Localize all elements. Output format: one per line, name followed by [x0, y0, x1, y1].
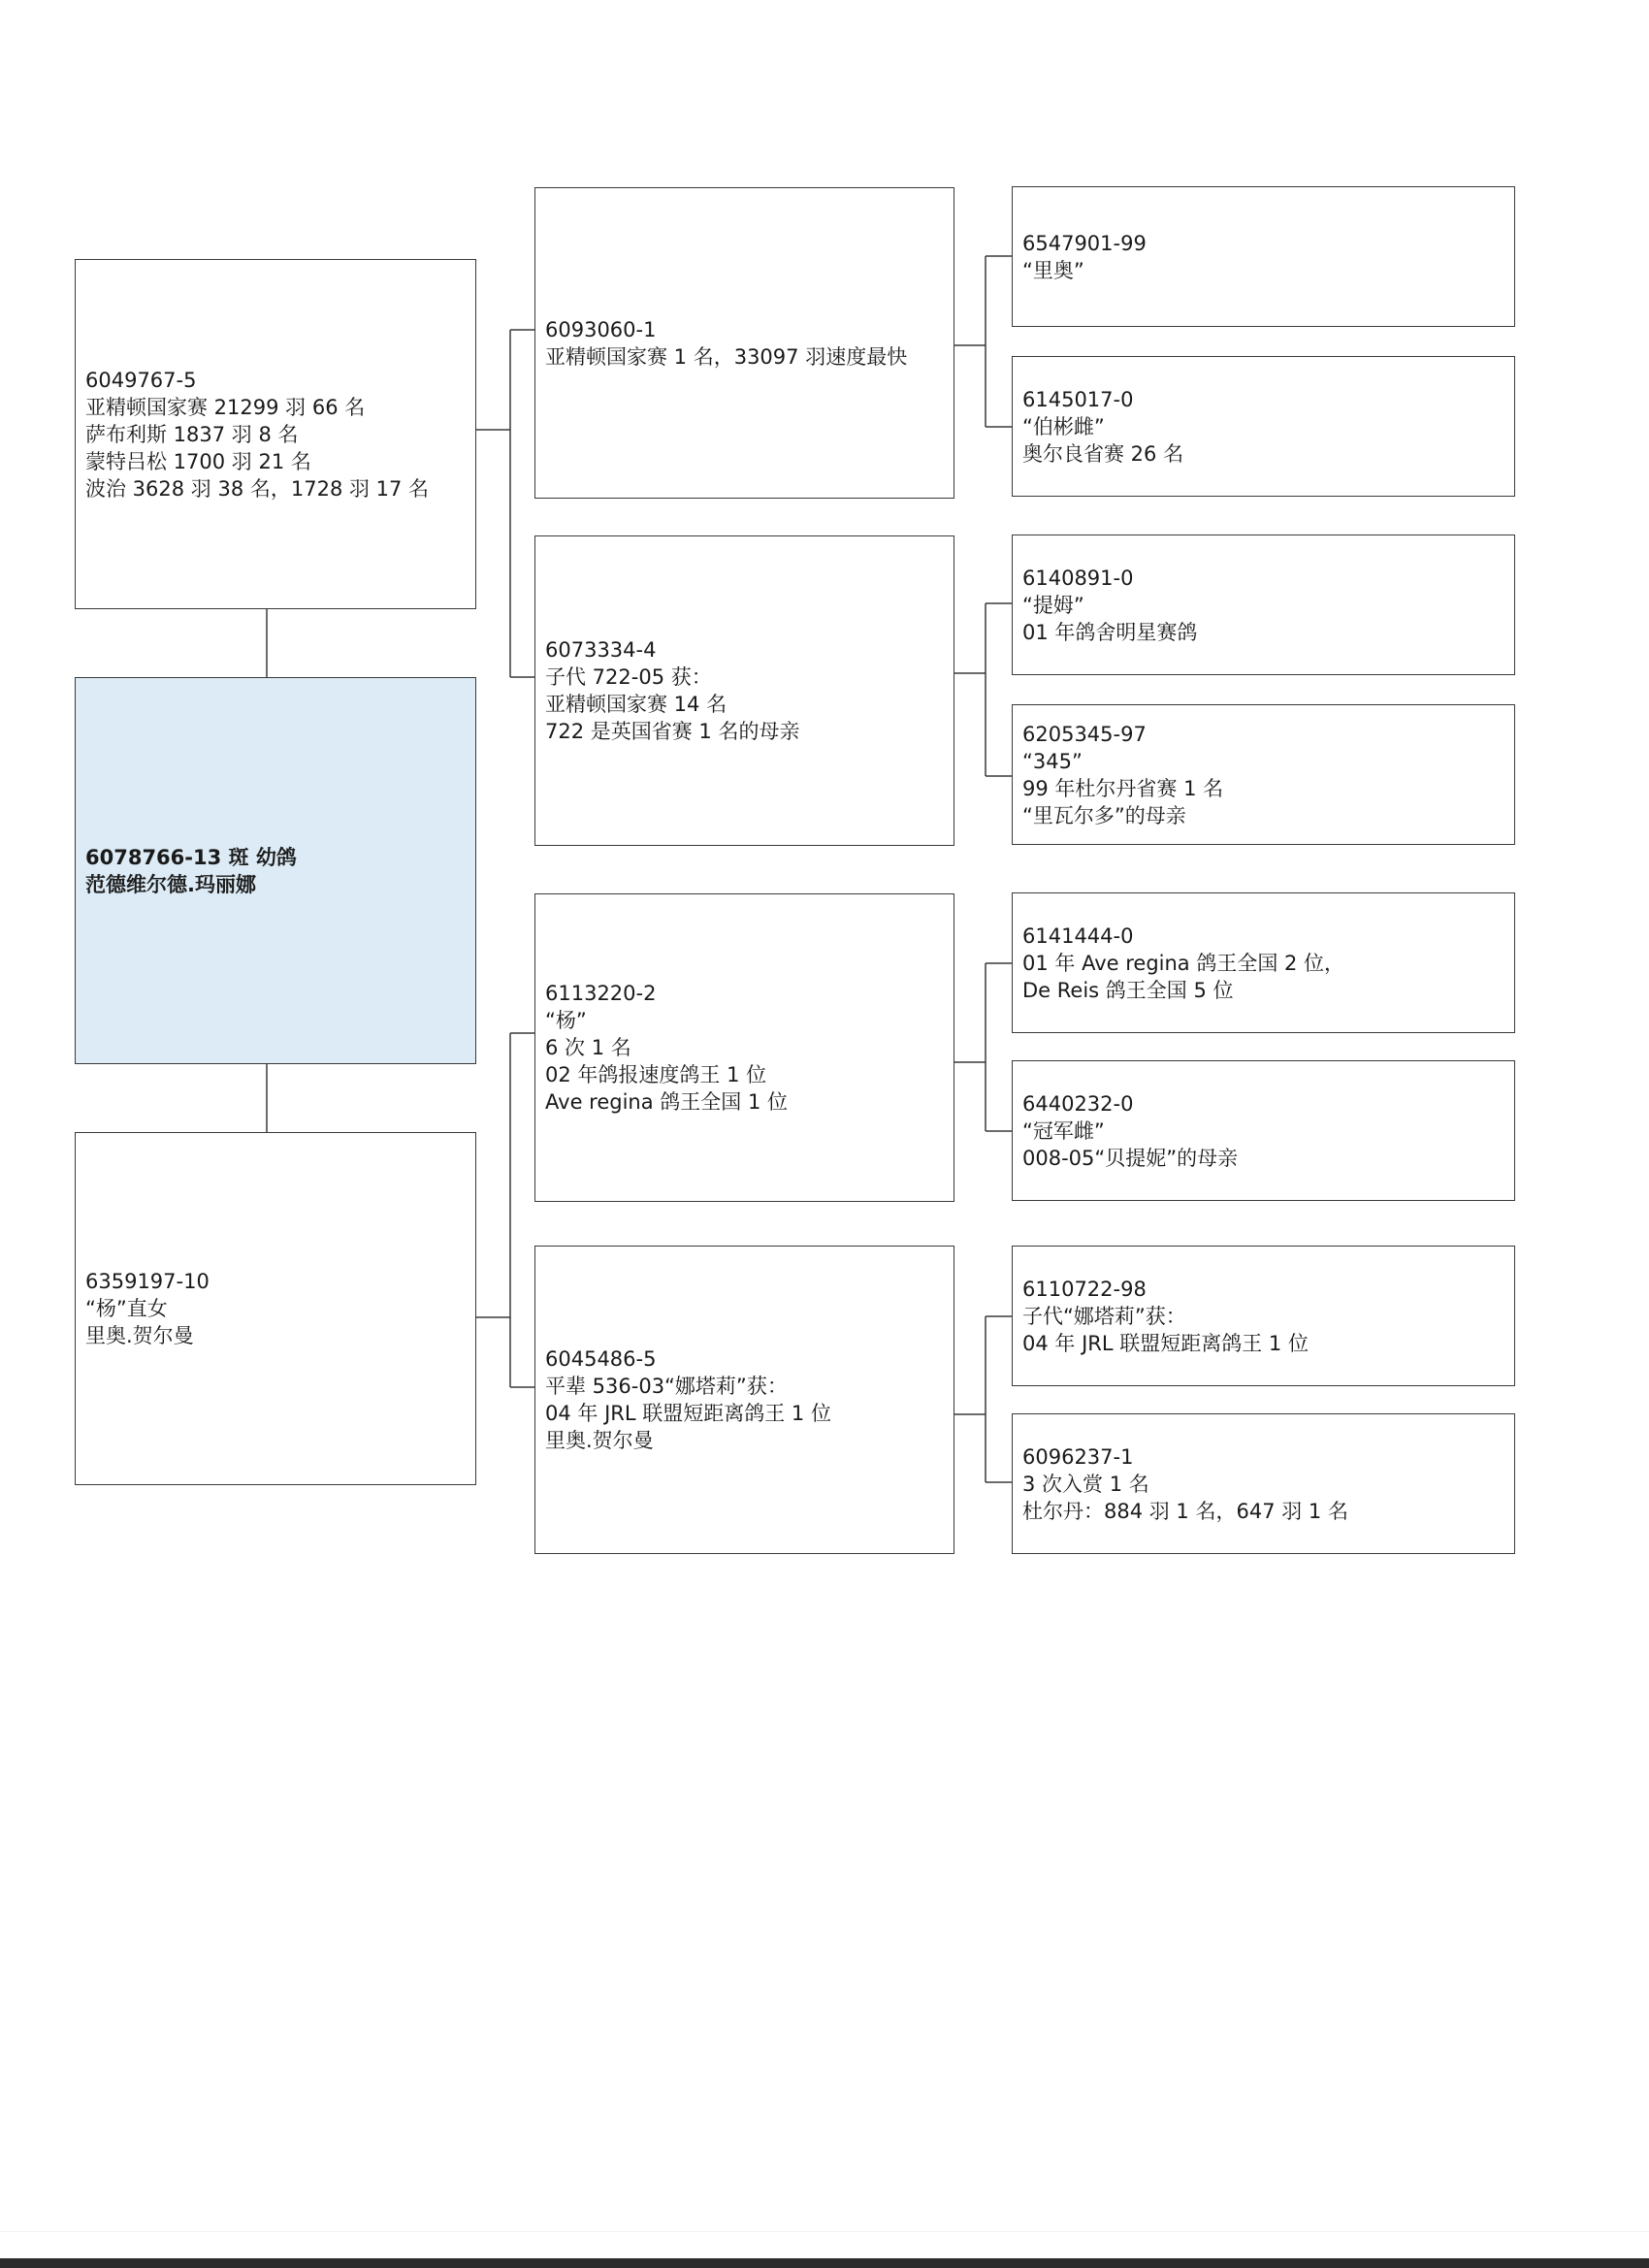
scan-edge-bar — [0, 2258, 1649, 2268]
pedigree-note: “里瓦尔多”的母亲 — [1022, 803, 1186, 827]
ddd-box — [1012, 1413, 1515, 1554]
pedigree-note: 子代“娜塔莉”获： — [1022, 1304, 1186, 1328]
ring-number: 6140891-0 — [1022, 566, 1134, 590]
ssd-box — [1012, 356, 1515, 497]
pedigree-note: 3 次入赏 1 名 — [1022, 1472, 1149, 1496]
pedigree-note: “345” — [1022, 749, 1083, 773]
pedigree-note: 杜尔丹：884 羽 1 名，647 羽 1 名 — [1022, 1499, 1348, 1523]
ring-number: 6078766-13 斑 幼鸽 — [85, 845, 297, 869]
sds-box — [1012, 535, 1515, 675]
ring-number: 6141444-0 — [1022, 923, 1134, 948]
pedigree-note: 99 年杜尔丹省赛 1 名 — [1022, 776, 1224, 800]
pedigree-note: “伯彬雌” — [1022, 414, 1105, 438]
pedigree-note: 蒙特吕松 1700 羽 21 名 — [85, 449, 311, 473]
sire-sire-box — [534, 187, 954, 499]
sdd-box — [1012, 704, 1515, 845]
pedigree-note: 范德维尔德.玛丽娜 — [85, 872, 256, 896]
pedigree-note: 04 年 JRL 联盟短距离鸽王 1 位 — [1022, 1331, 1309, 1355]
dsd-box — [1012, 1060, 1515, 1201]
pedigree-note: 04 年 JRL 联盟短距离鸽王 1 位 — [545, 1402, 831, 1425]
dss-box — [1012, 892, 1515, 1033]
ring-number: 6113220-2 — [545, 982, 657, 1005]
pedigree-note: “杨” — [545, 1009, 587, 1032]
pedigree-note: “里奥” — [1022, 258, 1084, 282]
sire-box — [75, 259, 476, 609]
dam-dam-box — [534, 1246, 954, 1554]
ring-number: 6093060-1 — [545, 317, 657, 341]
dds-box — [1012, 1246, 1515, 1386]
ring-number: 6096237-1 — [1022, 1444, 1134, 1469]
pedigree-note: 里奥.贺尔曼 — [85, 1324, 194, 1347]
pedigree-note: Ave regina 鸽王全国 1 位 — [545, 1090, 788, 1114]
ring-number: 6205345-97 — [1022, 722, 1147, 746]
pedigree-note: 萨布利斯 1837 羽 8 名 — [85, 422, 299, 446]
pedigree-note: 里奥.贺尔曼 — [545, 1429, 654, 1452]
ring-number: 6145017-0 — [1022, 387, 1134, 411]
subject-bird-box — [75, 677, 476, 1064]
ring-number: 6073334-4 — [545, 638, 657, 662]
sss-box — [1012, 186, 1515, 327]
pedigree-note: “杨”直女 — [85, 1297, 168, 1320]
pedigree-note: 亚精顿国家赛 1 名，33097 羽速度最快 — [545, 344, 908, 369]
pedigree-note: 亚精顿国家赛 14 名 — [545, 693, 728, 716]
pedigree-note: 奥尔良省赛 26 名 — [1022, 441, 1184, 466]
ring-number: 6049767-5 — [85, 368, 197, 392]
ring-number: 6045486-5 — [545, 1347, 657, 1371]
pedigree-note: “冠军雌” — [1022, 1118, 1105, 1143]
pedigree-note: 6 次 1 名 — [545, 1036, 631, 1059]
pedigree-note: 平辈 536-03“娜塔莉”获： — [545, 1375, 788, 1398]
pedigree-note: 02 年鸽报速度鸽王 1 位 — [545, 1063, 767, 1086]
pedigree-note: De Reis 鸽王全国 5 位 — [1022, 978, 1234, 1002]
pedigree-note: 01 年 Ave regina 鸽王全国 2 位， — [1022, 951, 1345, 975]
scan-fold-line — [0, 2231, 1649, 2232]
ring-number: 6359197-10 — [85, 1270, 210, 1293]
pedigree-note: 008-05“贝提妮”的母亲 — [1022, 1146, 1239, 1170]
sire-dam-box — [534, 535, 954, 846]
pedigree-note: 01 年鸽舍明星赛鸽 — [1022, 620, 1198, 644]
ring-number: 6110722-98 — [1022, 1277, 1147, 1301]
dam-box — [75, 1132, 476, 1485]
pedigree-note: 子代 722-05 获： — [545, 665, 712, 689]
pedigree-note: “提姆” — [1022, 593, 1084, 617]
pedigree-note: 722 是英国省赛 1 名的母亲 — [545, 720, 800, 743]
dam-sire-box — [534, 893, 954, 1202]
pedigree-note: 亚精顿国家赛 21299 羽 66 名 — [85, 395, 366, 419]
ring-number: 6547901-99 — [1022, 231, 1147, 255]
pedigree-note: 波治 3628 羽 38 名，1728 羽 17 名 — [85, 476, 430, 501]
ring-number: 6440232-0 — [1022, 1091, 1134, 1116]
